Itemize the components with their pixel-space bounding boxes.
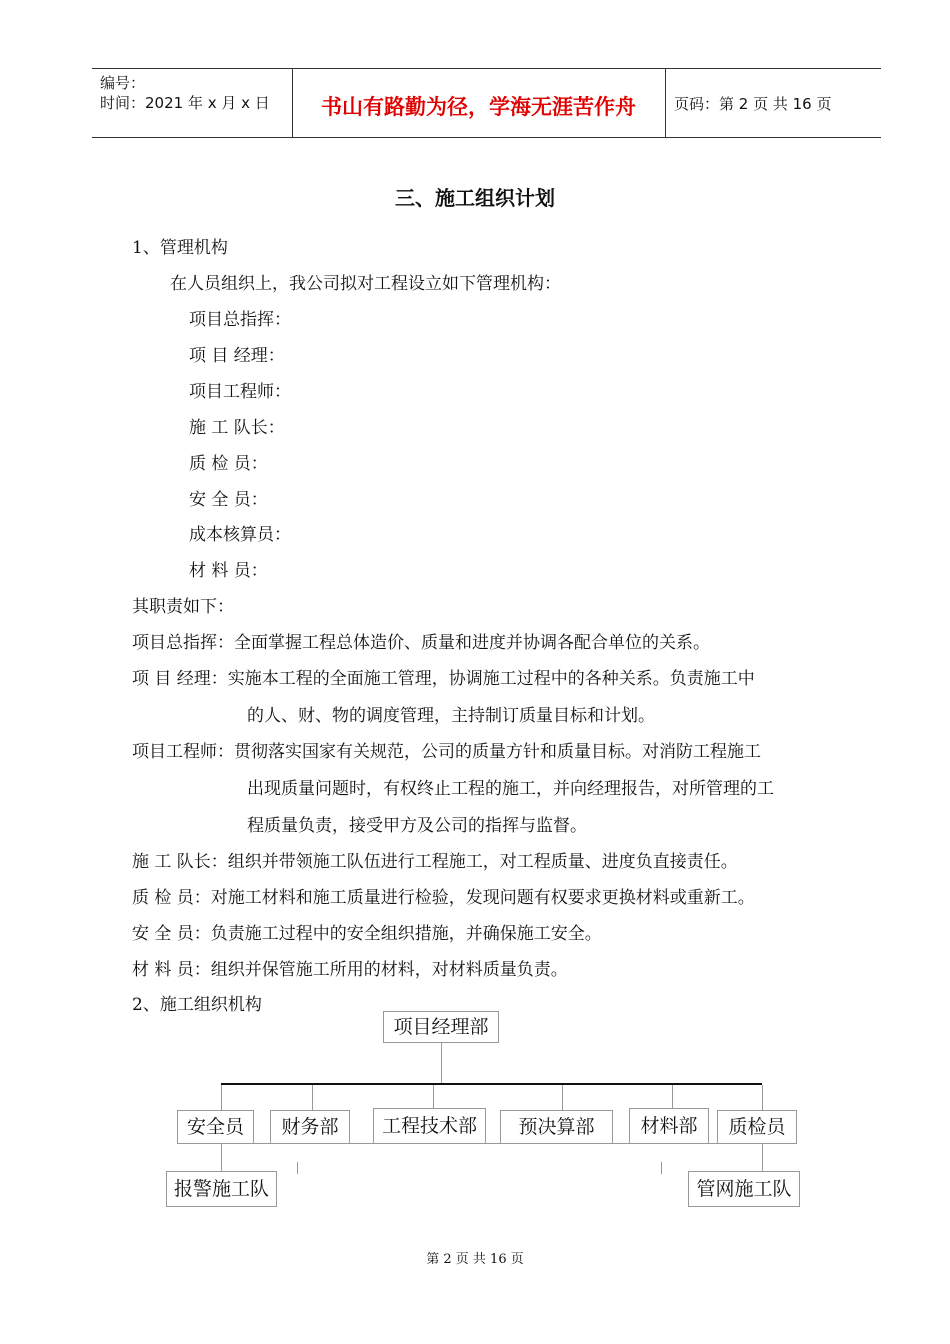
duties-heading: 其职责如下： bbox=[132, 597, 234, 617]
role-item: 质 检 员： bbox=[189, 454, 268, 474]
section1-intro: 在人员组织上，我公司拟对工程设立如下管理机构： bbox=[170, 274, 561, 294]
org-connector bbox=[762, 1085, 763, 1111]
role-item: 成本核算员： bbox=[189, 525, 291, 545]
org-connector bbox=[221, 1143, 222, 1171]
header-page-info: 页码：第 2 页 共 16 页 bbox=[674, 95, 832, 113]
role-item: 项 目 经理： bbox=[189, 346, 285, 366]
time-label: 时间：2021 年 x 月 x 日 bbox=[100, 94, 270, 112]
org-box-top: 项目经理部 bbox=[383, 1011, 499, 1043]
org-box: 安全员 bbox=[177, 1110, 254, 1144]
org-connector bbox=[562, 1085, 563, 1111]
duty-line: 项目总指挥：全面掌握工程总体造价、质量和进度并协调各配合单位的关系。 bbox=[132, 633, 710, 653]
org-box: 材料部 bbox=[629, 1108, 709, 1144]
org-box: 工程技术部 bbox=[373, 1108, 486, 1144]
org-connector bbox=[297, 1162, 298, 1174]
org-connector bbox=[762, 1143, 763, 1171]
duty-line: 程质量负责，接受甲方及公司的指挥与监督。 bbox=[247, 816, 587, 836]
number-label: 编号： bbox=[100, 74, 146, 92]
section1-heading: 1、管理机构 bbox=[132, 238, 228, 258]
duty-line: 出现质量问题时，有权终止工程的施工，并向经理报告，对所管理的工 bbox=[247, 779, 774, 799]
org-connector bbox=[312, 1085, 313, 1111]
header-divider bbox=[665, 69, 666, 137]
page-footer: 第 2 页 共 16 页 bbox=[426, 1252, 524, 1267]
role-item: 施 工 队长： bbox=[189, 418, 285, 438]
org-box: 预决算部 bbox=[500, 1110, 613, 1144]
org-box-bottom: 管网施工队 bbox=[688, 1171, 800, 1207]
role-item: 项目工程师： bbox=[189, 382, 291, 402]
role-item: 材 料 员： bbox=[189, 561, 268, 581]
role-item: 项目总指挥： bbox=[189, 310, 291, 330]
duty-line: 安 全 员：负责施工过程中的安全组织措施，并确保施工安全。 bbox=[132, 924, 602, 944]
duty-line: 项 目 经理：实施本工程的全面施工管理，协调施工过程中的各种关系。负责施工中 bbox=[132, 669, 755, 689]
org-connector bbox=[661, 1162, 662, 1174]
org-bus-line bbox=[221, 1083, 762, 1085]
page-title: 三、施工组织计划 bbox=[395, 186, 555, 210]
duty-line: 材 料 员：组织并保管施工所用的材料，对材料质量负责。 bbox=[132, 960, 568, 980]
org-connector bbox=[221, 1085, 222, 1111]
section2-heading: 2、施工组织机构 bbox=[132, 995, 262, 1015]
duty-line: 项目工程师：贯彻落实国家有关规范，公司的质量方针和质量目标。对消防工程施工 bbox=[132, 742, 761, 762]
duty-line: 质 检 员：对施工材料和施工质量进行检验，发现问题有权要求更换材料或重新工。 bbox=[132, 888, 755, 908]
header-meta bbox=[100, 73, 270, 113]
org-box: 质检员 bbox=[717, 1110, 797, 1144]
org-connector bbox=[441, 1043, 442, 1084]
header-motto: 书山有路勤为径，学海无涯苦作舟 bbox=[321, 95, 636, 119]
duty-line: 的人、财、物的调度管理，主持制订质量目标和计划。 bbox=[247, 706, 655, 726]
page-header bbox=[92, 68, 881, 138]
role-item: 安 全 员： bbox=[189, 490, 268, 510]
org-box-bottom: 报警施工队 bbox=[166, 1171, 277, 1207]
duty-line: 施 工 队长：组织并带领施工队伍进行工程施工，对工程质量、进度负直接责任。 bbox=[132, 852, 738, 872]
org-box: 财务部 bbox=[270, 1110, 350, 1144]
